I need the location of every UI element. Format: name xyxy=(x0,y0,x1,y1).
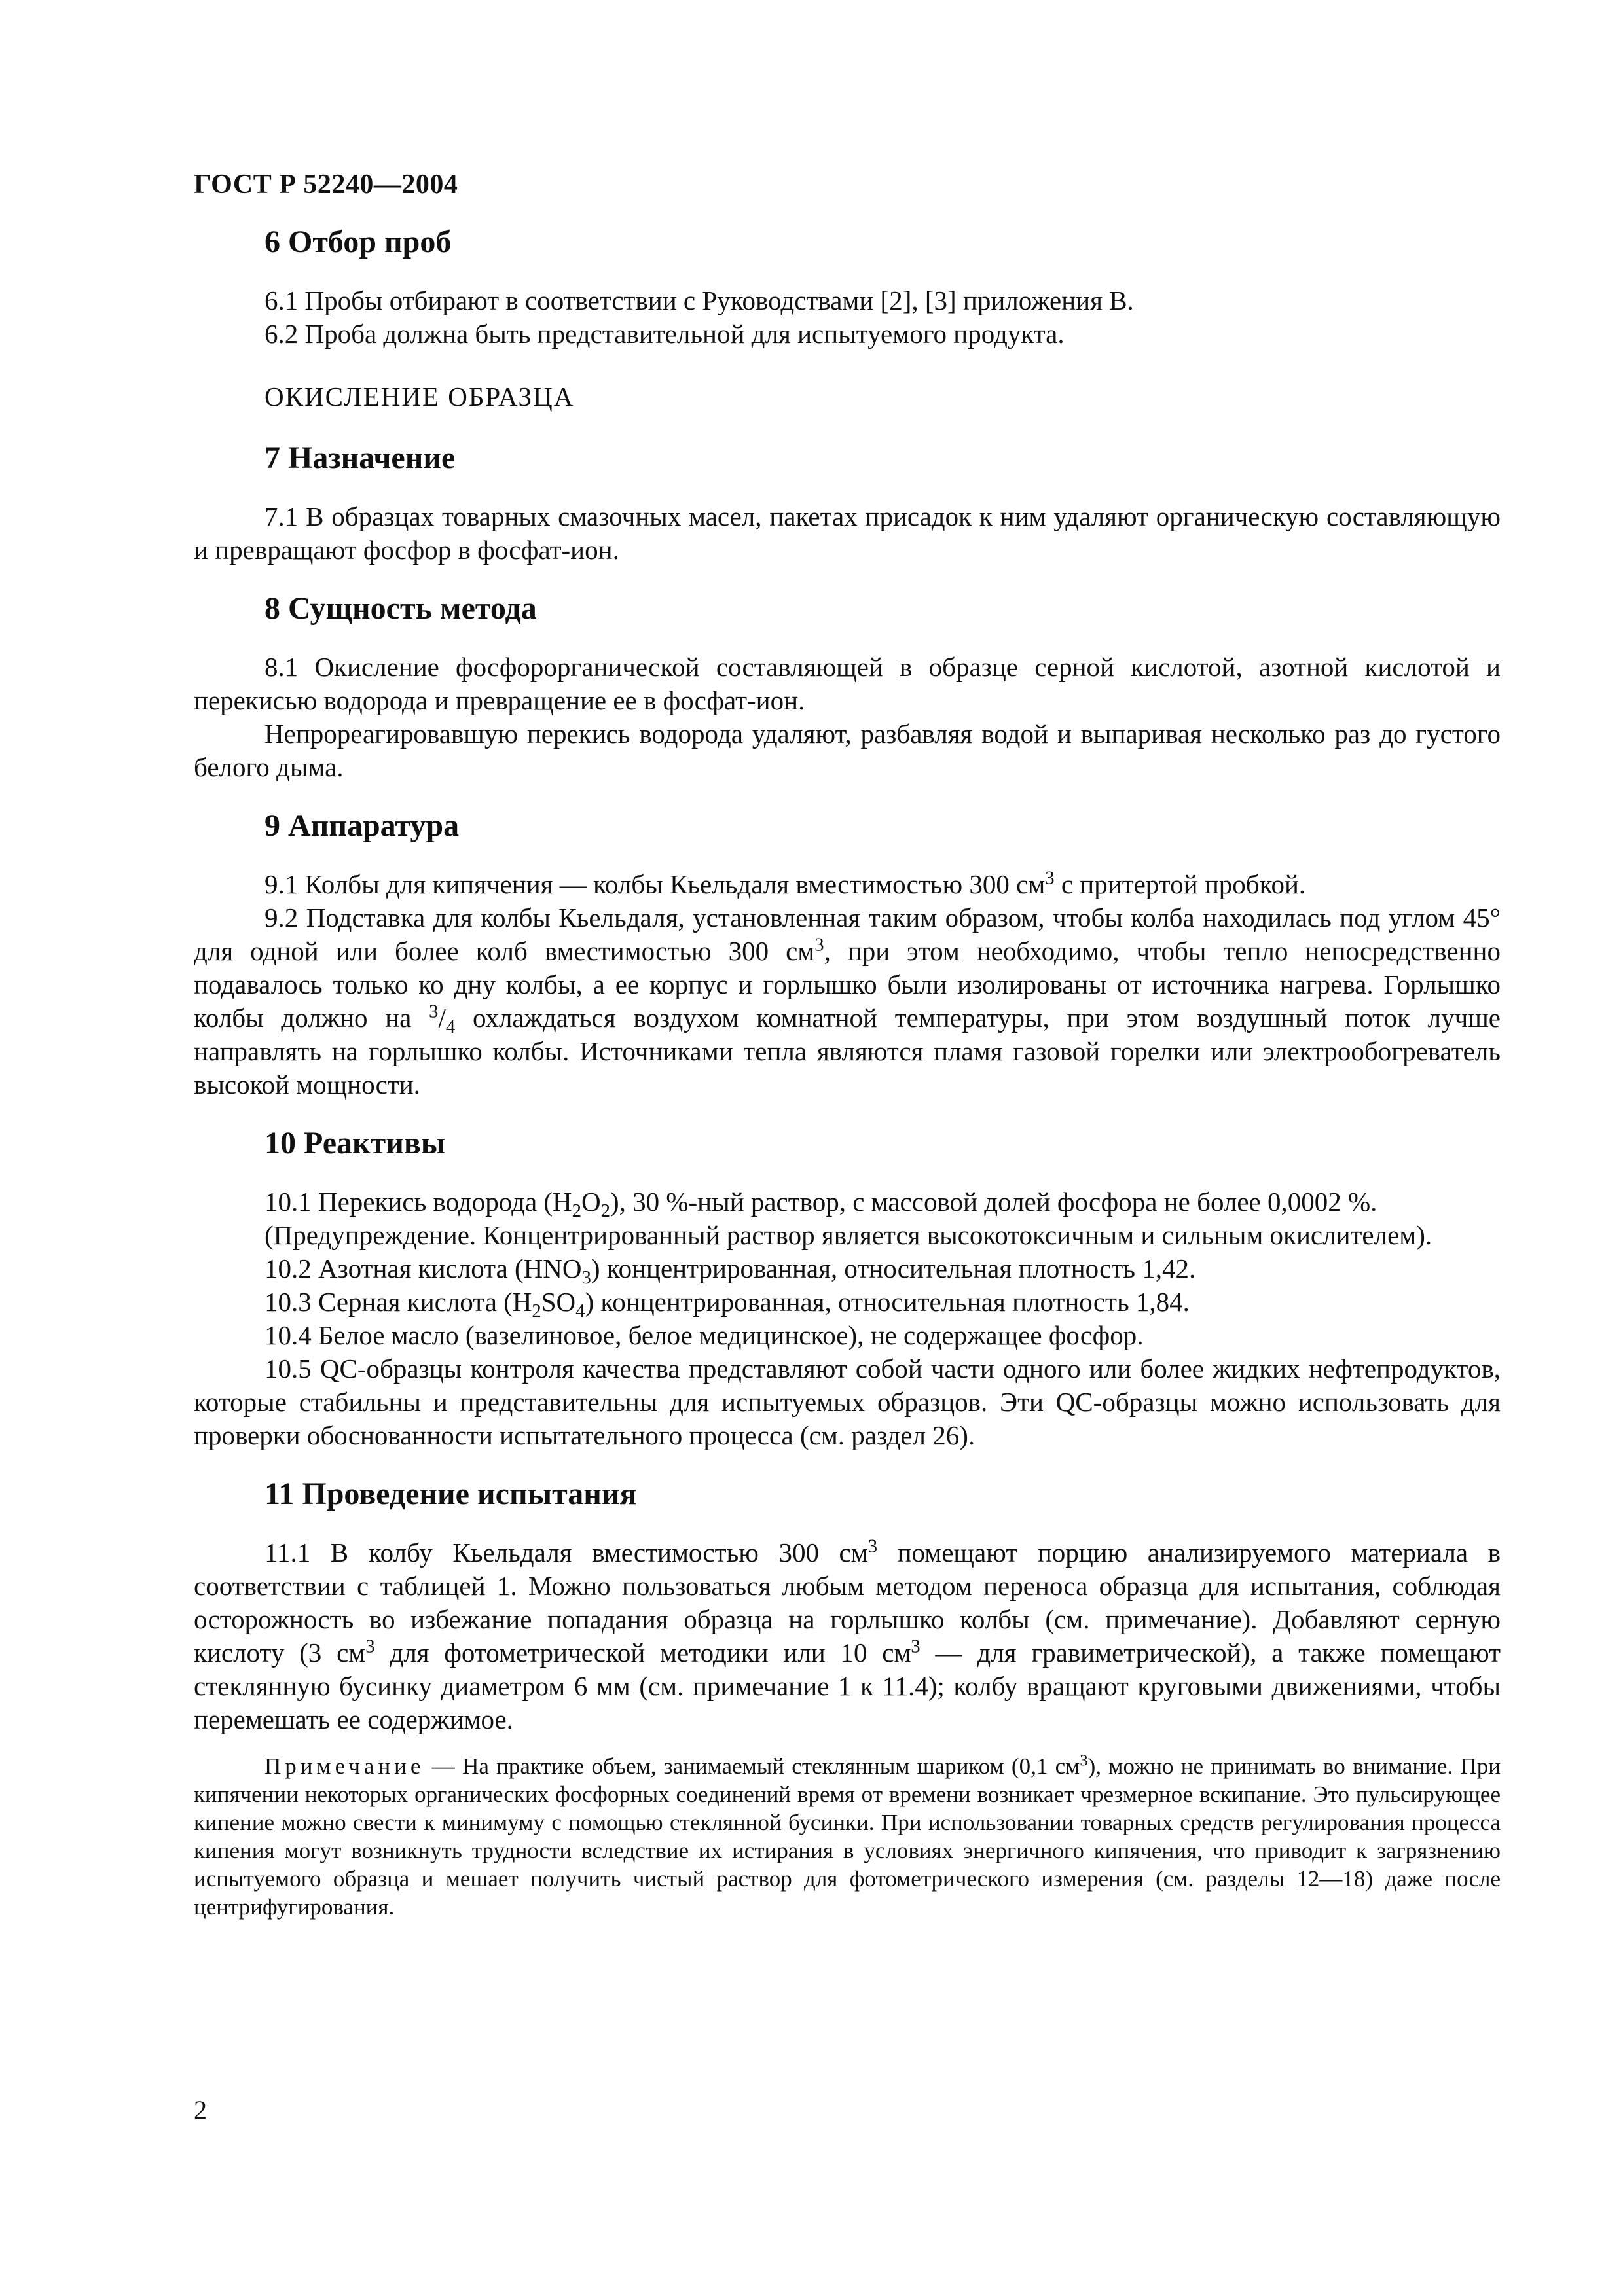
section-8-title: 8 Сущность метода xyxy=(264,591,537,626)
paragraph-8-1: 8.1 Окисление фосфорорганической составляющей в образце серной кислотой, азотной кислотой и перекисью водорода и превращение ее в фосфат-ион. xyxy=(194,652,1501,715)
section-7-title: 7 Назначение xyxy=(264,440,456,475)
page-number: 2 xyxy=(194,2095,207,2125)
section-9-title: 9 Аппаратура xyxy=(264,808,460,843)
paragraph-10-5: 10.5 QC-образцы контроля качества представляют собой части одного или более жидких нефтепродуктов, которые стабильны и представительны для испытуемых образцов. Эти QC-образцы можно использовать для проверки обоснованности испытательного процесса (см. раздел 26). xyxy=(194,1354,1501,1450)
paragraph-9-1: 9.1 Колбы для кипячения — колбы Кьельдаля вместимостью 300 $см^3$ с притертой пробкой. xyxy=(264,867,1306,899)
paragraph-10-2: 10.2 Азотная кислота $(HNO_3)$ концентрированная, относительная плотность 1,42. xyxy=(264,1253,1196,1289)
document-id: ГОСТ Р 52240—2004 xyxy=(194,170,458,200)
oxidation-heading: ОКИСЛЕНИЕ ОБРАЗЦА xyxy=(264,382,575,412)
paragraph-6-1: 6.1 Пробы отбирают в соответствии с Руководствами [2], [3] приложения В. xyxy=(264,285,1134,315)
paragraph-10-1: 10.1 Перекись водорода $(H_2O_2)$, 30 %-ный раствор, с массовой долей фосфора не более 0,0002 %. xyxy=(264,1187,1377,1222)
paragraph-11-1: 11.1 В колбу Кьельдаля вместимостью 300 $см^3$ помещают порцию анализируемого материала в соответствии с таблицей 1. Можно пользоваться любым методом переноса образца для испытания, соблюдая осторожность во избежание попадания образца на горлышко колбы (см. примечание). Добавляют серную кислоту (3 $см^3$ для фотометрической методики или 10 $см^3$ — для гравиметрической), а также помещают стеклянную бусинку диаметром 6 мм (см. примечание 1 к 11.4); колбу вращают круговыми движениями, чтобы перемешать ее содержимое. xyxy=(194,1535,1501,1734)
paragraph-10-3: 10.3 Серная кислота $(H_2SO_4)$ концентрированная, относительная плотность 1,84. xyxy=(264,1287,1190,1322)
section-6-title: 6 Отбор проб xyxy=(264,224,452,259)
paragraph-6-2: 6.2 Проба должна быть представительной для испытуемого продукта. xyxy=(264,319,1065,349)
page-content xyxy=(194,216,1501,1921)
paragraph-8-2: Непрореагировавшую перекись водорода удаляют, разбавляя водой и выпаривая несколько раз до густого белого дыма. xyxy=(194,719,1501,782)
section-11-title: 11 Проведение испытания xyxy=(264,1477,637,1511)
note-11-1: Примечание — На практике объем, занимаемый стеклянным шариком (0,1 $см^3$), можно не принимать во внимание. При кипячении некоторых органических фосфорных соединений время от времени возникает чрезмерное вскипание. Это пульсирующее кипение можно свести к минимуму с помощью стеклянной бусинки. При использовании товарных средств регулирования процесса кипения могут возникнуть трудности вследствие их истирания в условиях энергичного кипячения, что приводит к загрязнению испытуемого образца и мешает получить чистый раствор для фотометрического измерения (см. разделы 12—18) даже после центрифугирования. xyxy=(194,1751,1501,1920)
paragraph-10-4: 10.4 Белое масло (вазелиновое, белое медицинское), не содержащее фосфор. xyxy=(264,1320,1144,1350)
paragraph-10-1-warning: (Предупреждение. Концентрированный раствор является высокотоксичным и сильным окислителем). xyxy=(264,1220,1432,1250)
section-10-title: 10 Реактивы xyxy=(264,1126,446,1160)
paragraph-9-2: 9.2 Подставка для колбы Кьельдаля, установленная таким образом, чтобы колба находилась под углом 45° для одной или более колб вместимостью 300 $см^3$, при этом необходимо, чтобы тепло непосредственно подавалось только ко дну колбы, а ее корпус и горлышко были изолированы от источника нагрева. Горлышко колбы должно на $^3/_4$ охлаждаться воздухом комнатной температуры, при этом воздушный поток лучше направлять на горлышко колбы. Источниками тепла являются пламя газовой горелки или электрообогреватель высокой мощности. xyxy=(194,903,1501,1100)
paragraph-7-1: 7.1 В образцах товарных смазочных масел, пакетах присадок к ним удаляют органическую составляющую и превращают фосфор в фосфат-ион. xyxy=(194,501,1501,565)
note-label: Примечание xyxy=(264,1753,425,1779)
